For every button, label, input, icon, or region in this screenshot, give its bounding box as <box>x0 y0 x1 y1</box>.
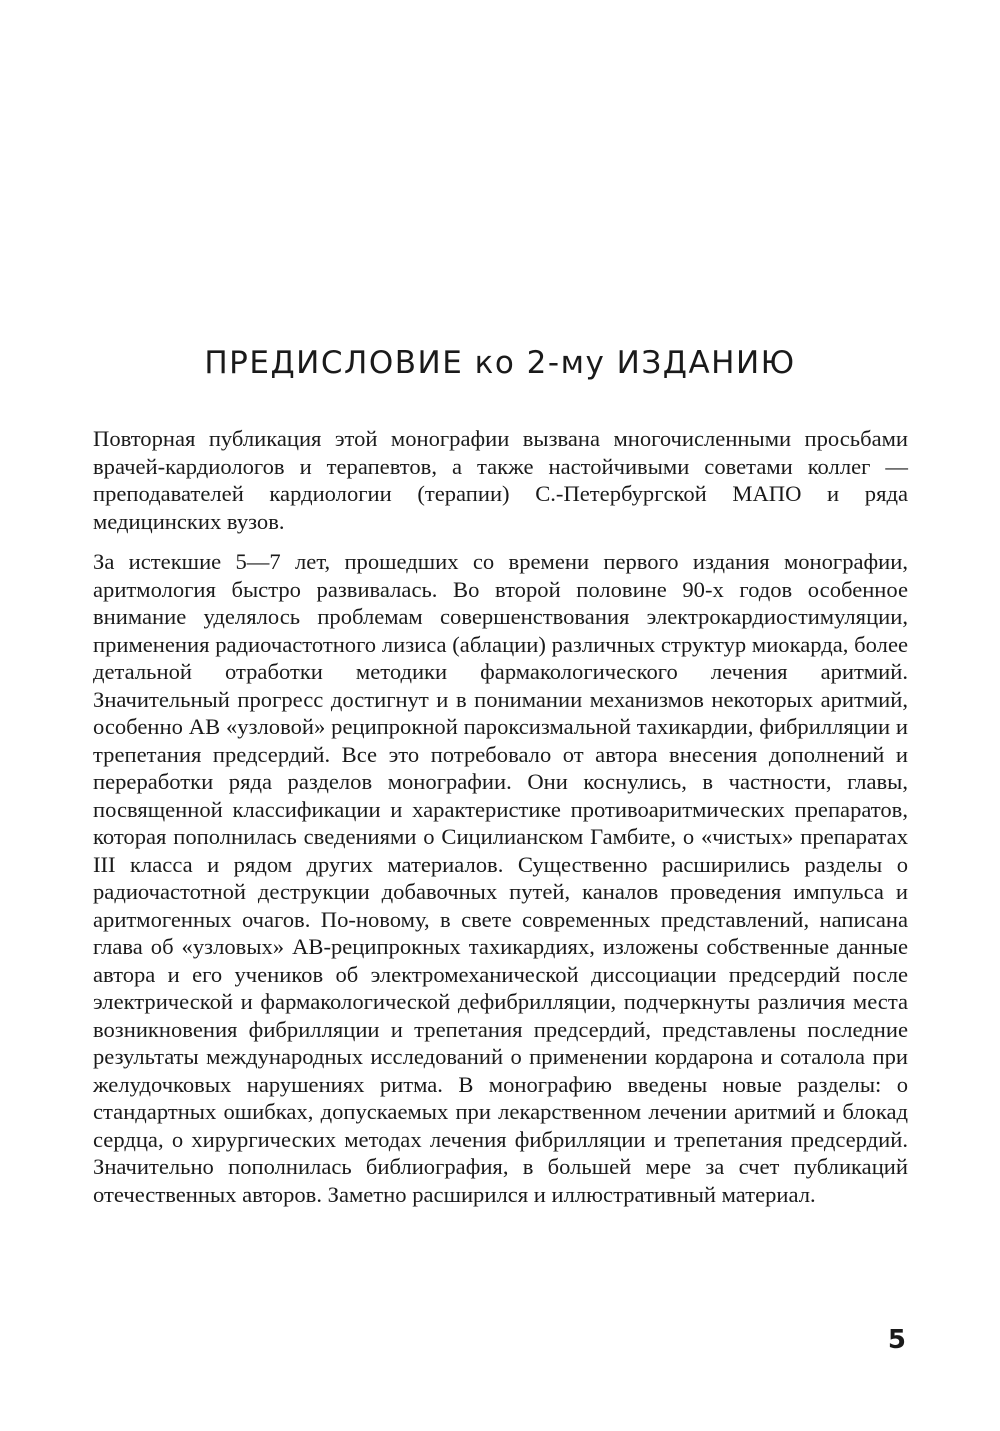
page-number: 5 <box>887 1325 906 1355</box>
paragraph-1: Повторная публикация этой монографии вызвана многочисленными просьбами врачей-кардиологов и терапевтов, а также настойчивыми советами коллег — преподавателей кардиологии (терапии) С.-Петербургской МАПО и ряда медицинских вузов. <box>93 426 908 534</box>
paragraph-2: За истекшие 5—7 лет, прошедших со времени первого издания монографии, аритмология быстро развивалась. Во второй половине 90-х годов особенное внимание уделялось проблемам совершенствования электрокардиостимуляции, применения радиочастотного лизиса (аблации) различных структур миокарда, более детальной отработки методики фармакологического лечения аритмий. Значительный прогресс достигнут и в понимании механизмов некоторых аритмий, особенно АВ «узловой» реципрокной пароксизмальной тахикардии, фибрилляции и трепетания предсердий. Все это потребовало от автора внесения дополнений и переработки ряда разделов монографии. Они коснулись, в частности, главы, посвященной классификации и характеристике противоаритмических препаратов, которая пополнилась сведениями о Сицилианском Гамбите, о «чистых» препаратах III класса и рядом других материалов. Существенно расширились разделы о радиочастотной деструкции добавочных путей, каналов проведения импульса и аритмогенных очагов. По-новому, в свете современных представлений, написана глава об «узловых» АВ-реципрокных тахикардиях, изложены собственные данные автора и его учеников об электромеханической диссоциации предсердий после электрической и фармакологической дефибрилляции, подчеркнуты различия места возникновения фибрилляции и трепетания предсердий, представлены последние результаты международных исследований о применении кордарона и соталола при желудочковых нарушениях ритма. В монографию введены новые разделы: о стандартных ошибках, допускаемых при лекарственном лечении аритмий и блокад сердца, о хирургических методах лечения фибрилляции и трепетания предсердий. Значительно пополнилась библиография, в большей мере за счет публикаций отечественных авторов. Заметно расширился и иллюстративный материал. <box>93 549 908 1207</box>
body-text <box>93 425 908 1208</box>
chapter-title: ПРЕДИСЛОВИЕ ко 2-му ИЗДАНИЮ <box>204 345 796 381</box>
